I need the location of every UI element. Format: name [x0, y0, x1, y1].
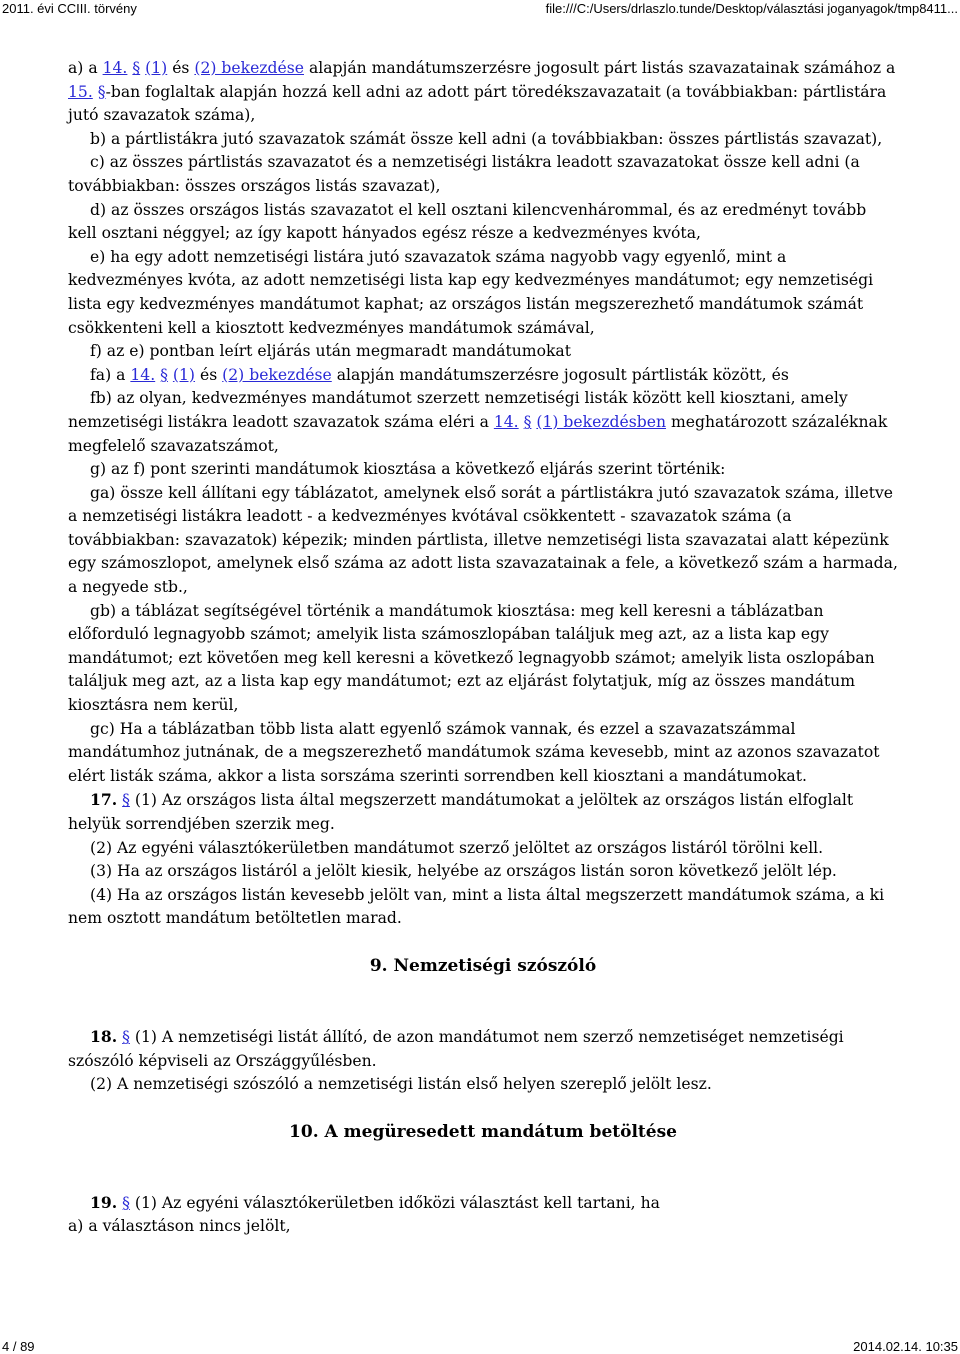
paragraph-c: c) az összes pártlistás szavazatot és a nemzetiségi listákra leadott szavazatokat össze kell adni (a továbbiakban: összes országos listás szavazat),	[68, 153, 860, 195]
section-19-number: 19.	[90, 1192, 118, 1212]
paragraph-gb: gb) a táblázat segítségével történik a mandátumok kiosztása: meg kell keresni a táblázatban előforduló legnagyobb számot; amelyik lista számoszlopában találjuk meg azt, az a lista kap egy mandátumot; ezt követően meg kell keresni a következő legnagyobb számot; amelyik lista oszlopában találjuk meg azt, az a lista kap egy mandátumot; ezt az eljárást folytatjuk, míg az összes mandátum kiosztásra nem kerül,	[68, 601, 875, 715]
heading-10: 10. A megüresedett mandátum betöltése	[289, 1121, 677, 1142]
link-section-18-symbol[interactable]: §	[122, 1027, 130, 1046]
link-paragraph-2[interactable]: (2) bekezdése	[194, 59, 304, 77]
link-fa-paragraph-1[interactable]: (1)	[172, 365, 196, 384]
link-fb-paragraph-1[interactable]: (1) bekezdésben	[536, 412, 667, 431]
section-19-point-a: a) a választáson nincs jelölt,	[68, 1217, 291, 1236]
section-17-paragraph-2: (2) Az egyéni választókerületben mandátumot szerző jelöltet az országos listáról törölni kell.	[90, 838, 824, 857]
link-fb-section-14[interactable]: 14.	[493, 412, 519, 431]
section-17-number: 17.	[90, 790, 118, 810]
link-section-15-symbol[interactable]: §	[97, 82, 106, 101]
link-fa-paragraph-2[interactable]: (2) bekezdése	[222, 365, 332, 384]
link-section-17-symbol[interactable]: §	[122, 791, 130, 810]
page-number: 4 / 89	[2, 1339, 35, 1354]
section-18-paragraph-1: 18. § (1) A nemzetiségi listát állító, de azon mandátumot nem szerző nemzetiséget nemzetiségi szószóló képviseli az Országgyűlésben.	[68, 1026, 844, 1070]
link-fa-section-symbol[interactable]: §	[160, 365, 168, 384]
link-section-15[interactable]: 15.	[68, 82, 93, 101]
link-section-14[interactable]: 14.	[102, 59, 128, 77]
link-section-symbol[interactable]: §	[132, 59, 141, 77]
paragraph-gc: gc) Ha a táblázatban több lista alatt egyenlő számok vannak, és ezzel a szavazatszámmal mandátumhoz jutnának, de a megszerezhető mandátumok száma kevesebb, mint az azonos szavazatot elért listák száma, akkor a lista sorszáma szerinti sorrendben kell kiosztani a mandátumokat.	[68, 719, 880, 785]
link-section-19-symbol[interactable]: §	[122, 1193, 130, 1212]
paragraph-fb: fb) az olyan, kedvezményes mandátumot szerzett nemzetiségi listák között kell kiosztani, amely nemzetiségi listákra leadott szavazatok száma eléri a 14. § (1) bekezdésben meghatározott százaléknak megfelelő szavazatszámot,	[68, 389, 888, 455]
link-paragraph-1[interactable]: (1)	[145, 59, 168, 77]
section-17-paragraph-4: (4) Ha az országos listán kevesebb jelölt van, mint a lista által megszerzett mandátumok száma, a ki nem osztott mandátum betöltetlen marad.	[68, 885, 885, 928]
section-18-paragraph-2: (2) A nemzetiségi szószóló a nemzetiségi listán első helyen szereplő jelölt lesz.	[90, 1075, 712, 1094]
link-fa-section-14[interactable]: 14.	[130, 365, 156, 384]
paragraph-b: b) a pártlistákra jutó szavazatok számát össze kell adni (a továbbiakban: összes pártlistás szavazat),	[90, 129, 883, 148]
paragraph-ga: ga) össze kell állítani egy táblázatot, amelynek első sorát a pártlistákra jutó szavazatok száma, illetve a nemzetiségi listákra leadott - a kedvezményes kvótával csökkentett - szavazatok száma (a továbbiakban: szavazatok) képezik; minden pártlista, illetve nemzetiségi lista szavazatai alatt képezünk egy számoszlopot, amelynek első száma az adott lista szavazatainak a fele, a következő szám a harmada, a negyede stb.,	[68, 483, 898, 597]
print-datetime: 2014.02.14. 10:35	[853, 1339, 958, 1354]
paragraph-g: g) az f) pont szerinti mandátumok kiosztása a következő eljárás szerint történik:	[90, 460, 726, 479]
section-17-paragraph-1: 17. § (1) Az országos lista által megszerzett mandátumokat a jelöltek az országos listán elfoglalt helyük sorrendjében szerzik meg.	[68, 790, 854, 833]
document-body	[68, 57, 898, 1239]
section-18-number: 18.	[90, 1026, 118, 1046]
header-file-path: file:///C:/Users/drlaszlo.tunde/Desktop/választási joganyagok/tmp8411...	[545, 1, 958, 16]
browser-print-footer	[0, 1338, 960, 1354]
paragraph-a: a) a 14. § (1) és (2) bekezdése alapján mandátumszerzésre jogosult párt listás szavazatainak számához a 15. §-ban foglaltak alapján hozzá kell adni az adott párt töredékszavazatait (a továbbiakban: pártlistára jutó szavazatok száma),	[68, 59, 896, 125]
paragraph-fa: fa) a 14. § (1) és (2) bekezdése alapján mandátumszerzésre jogosult pártlisták között, és	[90, 365, 789, 384]
link-fb-section-symbol[interactable]: §	[523, 412, 532, 431]
heading-9: 9. Nemzetiségi szószóló	[369, 955, 597, 976]
section-19-paragraph-1: 19. § (1) Az egyéni választókerületben időközi választást kell tartani, ha	[90, 1192, 660, 1212]
paragraph-e: e) ha egy adott nemzetiségi listára jutó szavazatok száma nagyobb vagy egyenlő, mint a kedvezményes kvóta, az adott nemzetiségi lista kap egy kedvezményes mandátumot; egy nemzetiségi lista egy kedvezményes mandátumot kaphat; az országos listán megszerezhető mandátumok számát csökkenteni kell a kiosztott kedvezményes mandátumok számával,	[68, 247, 874, 337]
browser-print-header	[0, 0, 960, 20]
paragraph-d: d) az összes országos listás szavazatot el kell osztani kilencvenhárommal, és az eredményt tovább kell osztani néggyel; az így kapott hányados egész része a kedvezményes kvóta,	[68, 200, 867, 243]
section-17-paragraph-3: (3) Ha az országos listáról a jelölt kiesik, helyébe az országos listán soron következő jelölt lép.	[90, 862, 837, 881]
header-title: 2011. évi CCIII. törvény	[2, 1, 137, 16]
paragraph-f: f) az e) pontban leírt eljárás után megmaradt mandátumokat	[90, 342, 571, 361]
